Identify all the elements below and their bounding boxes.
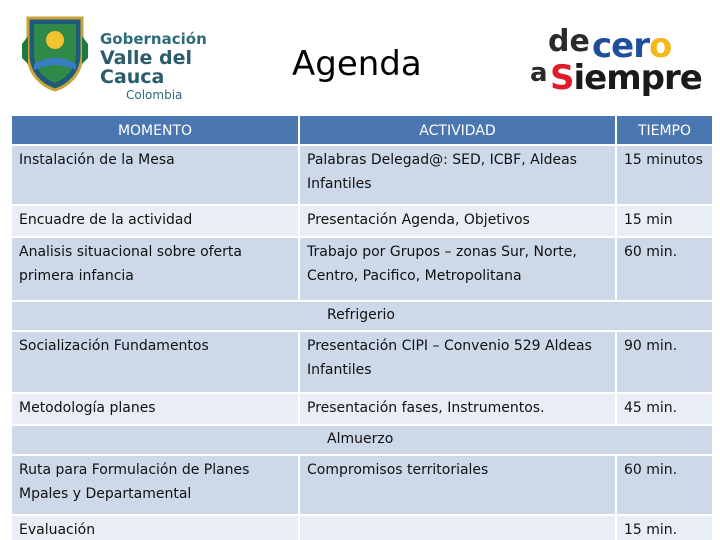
cell-momento: Analisis situacional sobre oferta primera infancia — [12, 238, 298, 300]
cell-momento: Encuadre de la actividad — [12, 206, 298, 236]
cell-tiempo: 60 min. — [617, 238, 712, 300]
cell-tiempo: 60 min. — [617, 456, 712, 514]
header-actividad: ACTIVIDAD — [300, 116, 615, 144]
cell-momento: Socialización Fundamentos — [12, 332, 298, 392]
header-tiempo: TIEMPO — [617, 116, 712, 144]
de-cero-a-siempre-logo — [528, 24, 704, 108]
table-row — [12, 146, 712, 204]
cell-tiempo: 15 minutos — [617, 146, 712, 204]
break-row-almuerzo — [12, 426, 712, 454]
logo-word-de: de — [548, 24, 590, 59]
cell-momento: Evaluación — [12, 516, 298, 540]
cell-actividad: Compromisos territoriales — [300, 456, 615, 514]
logo-word-siempre: Siempre — [550, 58, 702, 98]
gov-logo-line3: Colombia — [126, 88, 183, 102]
cell-actividad: Palabras Delegad@: SED, ICBF, Aldeas Infantiles — [300, 146, 615, 204]
cell-tiempo: 45 min. — [617, 394, 712, 424]
break-label: Almuerzo — [12, 426, 712, 454]
cell-actividad: Trabajo por Grupos – zonas Sur, Norte, Centro, Pacifico, Metropolitana — [300, 238, 615, 300]
table-row — [12, 394, 712, 424]
gov-logo-line1: Gobernación — [100, 30, 207, 48]
cell-actividad: Presentación fases, Instrumentos. — [300, 394, 615, 424]
cell-tiempo: 15 min. — [617, 516, 712, 540]
cell-momento: Metodología planes — [12, 394, 298, 424]
page-title: Agenda — [292, 44, 422, 84]
table-row — [12, 516, 712, 540]
cell-momento: Instalación de la Mesa — [12, 146, 298, 204]
coat-of-arms-icon — [20, 14, 90, 92]
gobernacion-logo — [18, 14, 248, 102]
cell-actividad: Presentación CIPI – Convenio 529 Aldeas Infantiles — [300, 332, 615, 392]
gov-logo-line2: Valle del Cauca — [100, 47, 193, 88]
logo-word-a: a — [530, 58, 548, 88]
header-momento: MOMENTO — [12, 116, 298, 144]
break-label: Refrigerio — [12, 302, 712, 330]
break-row-refrigerio — [12, 302, 712, 330]
table-row — [12, 206, 712, 236]
cell-tiempo: 15 min — [617, 206, 712, 236]
cell-momento: Ruta para Formulación de Planes Mpales y Departamental — [12, 456, 298, 514]
cell-tiempo: 90 min. — [617, 332, 712, 392]
logo-word-cero: cero — [592, 26, 672, 66]
table-row — [12, 238, 712, 300]
table-header-row — [12, 116, 712, 144]
cell-actividad — [300, 516, 615, 540]
table-row — [12, 332, 712, 392]
table-row — [12, 456, 712, 514]
cell-actividad: Presentación Agenda, Objetivos — [300, 206, 615, 236]
